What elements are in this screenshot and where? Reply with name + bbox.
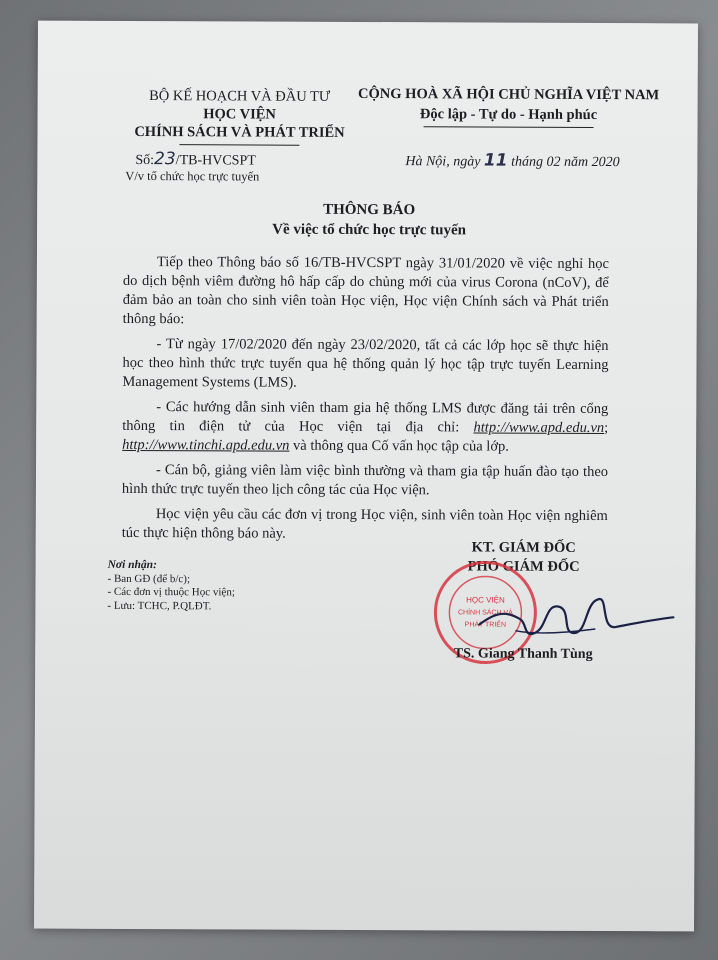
recipient-item: - Các đơn vị thuộc Học viện; — [107, 585, 235, 599]
signature-line2: PHÓ GIÁM ĐỐC — [467, 558, 580, 575]
paragraph-3-separator: ; — [604, 420, 609, 437]
signer-name: TS. Giang Thanh Tùng — [453, 646, 593, 662]
ministry-name: BỘ KẾ HOẠCH VÀ ĐẦU TƯ — [149, 88, 331, 105]
document-date — [405, 150, 619, 171]
paragraph-1: Tiếp theo Thông báo số 16/TB-HVCSPT ngày 31/01/2020 về việc nghỉ học do dịch bệnh viêm đường hô hấp cấp do chủng mới của virus Corona (nCoV), để đảm bảo an toàn cho sinh viên toàn Học viện, Học viện Chính sách và Phát triển thông báo: — [122, 254, 609, 328]
svg-text:HỌC VIỆN: HỌC VIỆN — [466, 595, 505, 605]
header-right-divider — [424, 126, 594, 128]
national-motto: Độc lập - Tự do - Hạnh phúc — [419, 106, 598, 124]
header-left-divider — [179, 144, 299, 146]
signature-line1: KT. GIÁM ĐỐC — [471, 539, 576, 556]
notice-body — [122, 253, 609, 551]
institute-name-line1: HỌC VIỆN — [203, 106, 276, 123]
document-page — [34, 21, 698, 932]
recipient-item: - Ban GĐ (để b/c); — [107, 572, 191, 585]
doc-number-prefix: Số: — [135, 152, 155, 169]
recipients-block — [107, 559, 235, 614]
doc-number-handwritten: 23 — [154, 149, 176, 170]
date-rest: tháng 02 năm 2020 — [507, 154, 620, 171]
paragraph-5: Học viện yêu cầu các đơn vị trong Học viện, sinh viên toàn Học viện nghiêm túc thực hiện thông báo này. — [121, 506, 608, 542]
recipients-label: Nơi nhận: — [107, 558, 157, 572]
paragraph-2: - Từ ngày 17/02/2020 đến ngày 23/02/2020, tất cả các lớp học sẽ thực hiện học theo hình thức trực tuyến qua hệ thống quản lý học tập trực tuyến Learning Management Systems (LMS). — [122, 336, 609, 391]
doc-number-suffix: /TB-HVCSPT — [175, 153, 256, 169]
handwritten-signature — [475, 582, 675, 653]
nation-name: CỘNG HOÀ XÃ HỘI CHỦ NGHĨA VIỆT NAM — [358, 85, 660, 104]
header-left — [129, 87, 349, 146]
institute-name-line2: CHÍNH SÁCH VÀ PHÁT TRIỂN — [134, 123, 345, 141]
paragraph-4: - Cán bộ, giảng viên làm việc bình thường và tham gia tập huấn đào tạo theo hình thức trực tuyến theo lịch công tác của Học viện. — [121, 462, 609, 499]
recipient-item: - Lưu: TCHC, P.QLĐT. — [107, 599, 212, 612]
title-sub: Về việc tổ chức học trực tuyến — [272, 221, 466, 239]
paragraph-3-tail: và thông qua Cố vấn học tập của lớp. — [289, 437, 509, 455]
link-tinchi[interactable]: http://www.tinchi.apd.edu.vn — [122, 436, 290, 454]
date-prefix: Hà Nội, ngày — [405, 154, 484, 170]
link-apd[interactable]: http://www.apd.edu.vn — [473, 419, 605, 437]
subject-line: V/v tổ chức học trực tuyến — [125, 168, 260, 184]
paragraph-3-text: - Các hướng dẫn sinh viên tham gia hệ thống LMS được đăng tải trên cổng thông tin điện tử của Học viện tại địa chỉ: — [122, 399, 609, 436]
notice-title — [129, 199, 609, 241]
date-day-handwritten: 11 — [483, 150, 508, 171]
svg-text:PHÁT TRIỂN: PHÁT TRIỂN — [464, 621, 507, 629]
title-main: THÔNG BÁO — [323, 201, 416, 219]
header-right — [350, 84, 668, 128]
paragraph-3 — [122, 398, 608, 457]
svg-text:CHÍNH SÁCH VÀ: CHÍNH SÁCH VÀ — [457, 609, 513, 617]
document-number — [135, 149, 256, 170]
